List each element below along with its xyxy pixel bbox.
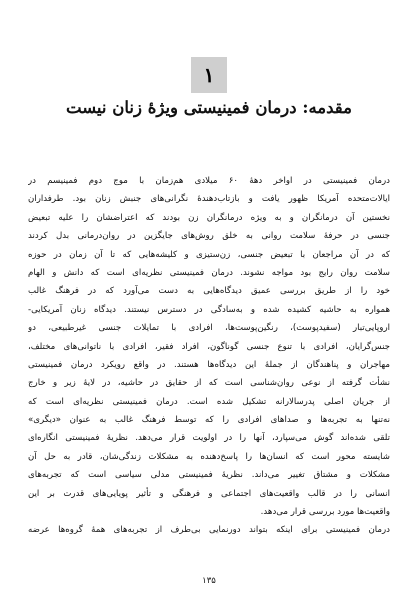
- body-line: خود را از طریق بررسی عمیق دیدگاه‌هایی به دست می‌آورد که در فرهنگ غالب: [28, 286, 390, 297]
- body-line: مشکلات و مشتاق تغییر می‌داند. نظریهٔ فمینیستی مدلی سیاسی است که تجربه‌های: [28, 470, 390, 481]
- page-number: ۱۳۵: [202, 576, 216, 586]
- body-line: ایالات‌متحده آمریکا ظهور یافت و بازتاب‌دهندهٔ نگرانی‌های جنبش زنان بود. طرفداران: [28, 194, 390, 205]
- body-line: که در آن مراجعان با تبعیض جنسی، زن‌ستیزی و کلیشه‌هایی که تا آن زمان در حوزه: [28, 249, 390, 260]
- body-line: اروپایی‌تبار (سفیدپوست)، رنگین‌پوست‌ها، افرادی با تمایلات جنسی غیرطبیعی، دو: [28, 323, 390, 334]
- body-line: جنسی در حرفهٔ سلامت روانی به خلق روش‌های جایگزین در روان‌درمانی بدل کردند: [28, 231, 390, 242]
- chapter-number: ۱: [203, 63, 215, 87]
- body-line: شایسته محور است که انسان‌ها را پاسخ‌دهنده به مشکلات زندگی‌شان، قادر به حل آن: [28, 451, 390, 462]
- chapter-number-box: [191, 57, 227, 93]
- body-line: درمان فمینیستی برای اینکه بتواند دورنمایی بی‌طرف از تجربه‌های همهٔ گروه‌ها عرضه: [28, 525, 390, 536]
- body-line: نخستین آن درمانگران و به ویژه درمانگران زن بودند که اعتراضشان را علیه تبعیض: [28, 212, 390, 223]
- body-line: درمان فمینیستی در اواخر دههٔ ۶۰ میلادی هم‌زمان با موج دوم فمینیسم در: [28, 176, 390, 186]
- body-text: [28, 172, 390, 540]
- body-line: نشأت گرفته از نوعی روان‌شناسی است که از حقایق در حاشیه، در لایهٔ زیر و خارج: [28, 378, 390, 389]
- body-line: تلقی شده‌اند گوش می‌سپارد، آنها را در اولویت قرار می‌دهد. نظریهٔ فمینیستی انگاره‌ای: [28, 433, 390, 444]
- body-line: سلامت روان رایج بود مواجه نشوند. درمان فمینیستی نظریه‌ای است که دانش و الهام: [28, 267, 390, 278]
- body-line: جنس‌گرایان، افرادی با تنوع جنسی گوناگون، افراد فقیر، افرادی با ناتوانی‌های مختلف،: [28, 341, 390, 352]
- chapter-title: مقدمه: درمان فمینیستی ویژهٔ زنان نیست: [66, 98, 352, 117]
- body-line: مهاجران و پناهندگان از جملهٔ این دیدگاه‌ها هستند. در واقع رویکرد درمان فمینیستی: [28, 359, 390, 370]
- body-line: از جریان اصلی پدرسالارانه تشکیل شده است. درمان فمینیستی نظریه‌ای است که: [28, 396, 390, 407]
- body-line: انسانی را در قالب واقعیت‌های اجتماعی و فرهنگی و تأثیر پویایی‌های قدرت بر این: [28, 488, 390, 499]
- body-line: نه‌تنها به تجربه‌ها و صداهای افرادی را که توسط فرهنگ غالب به عنوان «دیگری»: [28, 415, 390, 426]
- body-line: همواره به حاشیه کشیده شده و به‌سادگی در دسترس نیستند. دیدگاه زنان آمریکایی-: [28, 304, 390, 315]
- body-line: واقعیت‌ها مورد بررسی قرار می‌دهد.: [260, 507, 390, 518]
